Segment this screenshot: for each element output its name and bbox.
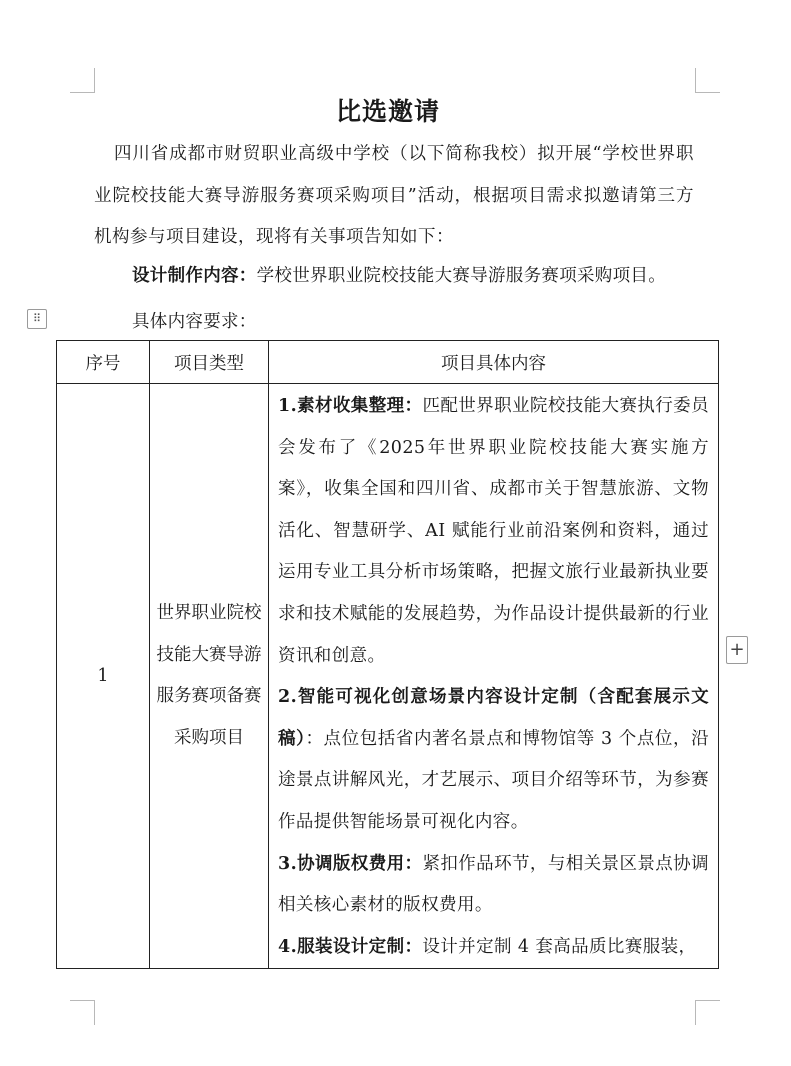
content-item-1 — [278, 386, 709, 677]
requirements-table — [56, 340, 719, 969]
content-item-4-heading: 4.服装设计定制： — [278, 936, 423, 957]
table-header-row — [57, 341, 719, 384]
plus-icon[interactable]: + — [726, 636, 748, 664]
design-content-line — [132, 262, 732, 287]
row-number: 1 — [57, 384, 150, 969]
content-item-4-text: 设计并定制 4 套高品质比赛服装， — [422, 936, 697, 957]
content-item-1-text: 匹配世界职业院校技能大赛执行委员会发布了《2025年世界职业院校技能大赛实施方案》，收集全国和四川省、成都市关于智慧旅游、文物活化、智慧研学、AI 赋能行业前沿案例和资料，通过运用专业工具分析市场策略，把握文旅行业最新执业要求和技术赋能的发展趋势，为作品设计提供最新的行业资讯和创意。 — [278, 396, 709, 666]
page-corner-mark-top-left — [70, 68, 95, 93]
design-content-label: 设计制作内容： — [132, 266, 257, 286]
intro-paragraph: 四川省成都市财贸职业高级中学校（以下简称我校）拟开展“学校世界职业院校技能大赛导游服务赛项采购项目”活动，根据项目需求拟邀请第三方机构参与项目建设，现将有关事项告知如下： — [94, 144, 694, 247]
requirements-label: 具体内容要求： — [132, 312, 257, 332]
content-item-2-text: ：点位包括省内著名景点和博物馆等 3 个点位，沿途景点讲解风光，才艺展示、项目介绍等环节，为参赛作品提供智能场景可视化内容。 — [278, 728, 709, 832]
page-corner-mark-bottom-left — [70, 1000, 95, 1025]
page-corner-mark-bottom-right — [695, 1000, 720, 1025]
content-item-1-heading: 1.素材收集整理： — [278, 396, 423, 416]
content-item-4 — [278, 927, 709, 969]
table-row — [57, 384, 719, 969]
content-item-3 — [278, 844, 709, 927]
header-content: 项目具体内容 — [269, 341, 719, 384]
design-content-text: 学校世界职业院校技能大赛导游服务赛项采购项目。 — [256, 266, 667, 286]
content-item-2-heading: 2.智能可视化创意场景内容设计定制（含配套展示文稿） — [278, 687, 709, 749]
content-item-3-text: 紧扣作品环节，与相关景区景点协调相关核心素材的版权费用。 — [278, 853, 709, 916]
header-number: 序号 — [57, 341, 150, 384]
content-item-3-heading: 3.协调版权费用： — [278, 853, 423, 874]
row-content — [269, 384, 719, 969]
row-type: 世界职业院校技能大赛导游服务赛项备赛采购项目 — [150, 384, 269, 969]
header-type: 项目类型 — [150, 341, 269, 384]
document-title: 比选邀请 — [335, 97, 440, 126]
page-corner-mark-top-right — [695, 68, 720, 93]
move-handle-icon[interactable]: ⠿ — [27, 309, 47, 329]
content-item-2 — [278, 677, 709, 843]
